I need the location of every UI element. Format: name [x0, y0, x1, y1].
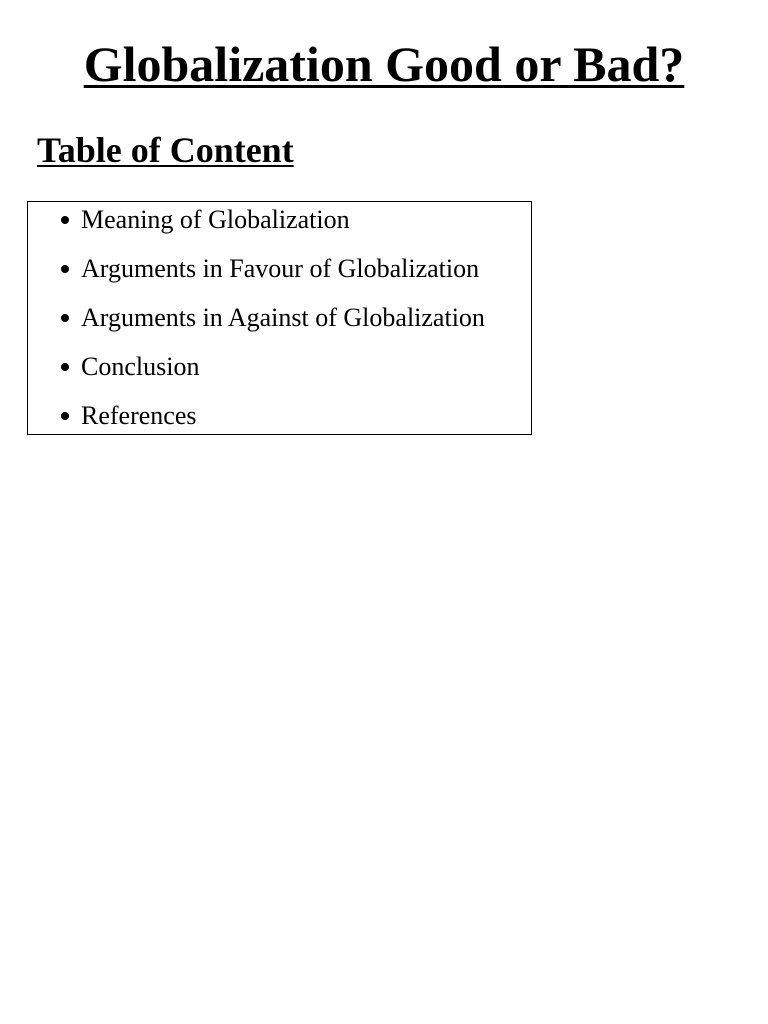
document-title: Globalization Good or Bad? — [83, 36, 685, 92]
bullet-icon — [61, 265, 69, 273]
toc-list — [28, 203, 485, 448]
bullet-icon — [61, 216, 69, 224]
toc-box — [27, 201, 532, 435]
bullet-icon — [61, 412, 69, 420]
bullet-icon — [61, 314, 69, 322]
bullet-icon — [61, 363, 69, 371]
toc-item-references — [28, 399, 485, 448]
toc-heading: Table of Content — [37, 130, 294, 170]
toc-item-label: Arguments in Favour of Globalization — [81, 254, 480, 283]
toc-item-label: References — [81, 401, 197, 430]
toc-item-label: Meaning of Globalization — [81, 205, 350, 234]
toc-item-label: Arguments in Against of Globalization — [81, 303, 485, 332]
toc-item-conclusion — [28, 350, 485, 399]
toc-item-label: Conclusion — [81, 352, 200, 381]
toc-item-favour — [28, 252, 485, 301]
toc-item-meaning — [28, 203, 485, 252]
toc-item-against — [28, 301, 485, 350]
